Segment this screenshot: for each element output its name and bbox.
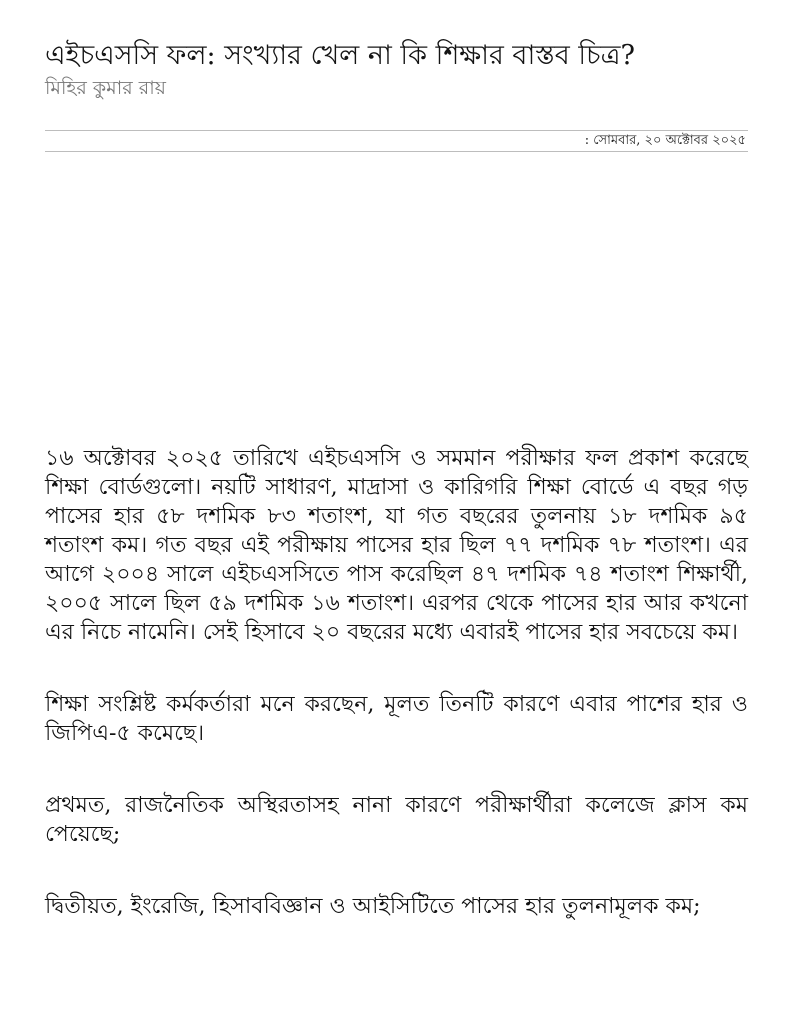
article-image-placeholder [45,152,748,444]
article-paragraph: প্রথমত, রাজনৈতিক অস্থিরতাসহ নানা কারণে পরীক্ষার্থীরা কলেজে ক্লাস কম পেয়েছে; [45,793,748,847]
article-paragraph: শিক্ষা সংশ্লিষ্ট কর্মকর্তারা মনে করছেন, মূলত তিনটি কারণে এবার পাশের হার ও জিপিএ-৫ কমেছে। [45,692,748,746]
article [45,38,748,921]
article-title: এইচএসসি ফল: সংখ্যার খেল না কি শিক্ষার বাস্তব চিত্র? [45,40,635,71]
article-author[interactable]: মিহির কুমার রায় [45,77,166,99]
article-paragraph: দ্বিতীয়ত, ইংরেজি, হিসাববিজ্ঞান ও আইসিটিতে পাসের হার তুলনামূলক কম; [45,894,701,919]
article-meta-bar [45,130,748,152]
publish-date: : সোমবার, ২০ অক্টোবর ২০২৫ [584,132,746,148]
article-paragraph: ১৬ অক্টোবর ২০২৫ তারিখে এইচএসসি ও সমমান পরীক্ষার ফল প্রকাশ করেছে শিক্ষা বোর্ডগুলো। নয়টি সাধারণ, মাদ্রাসা ও কারিগরি শিক্ষা বোর্ডে এ বছর গড় পাসের হার ৫৮ দশমিক ৮৩ শতাংশ, যা গত বছরের তুলনায় ১৮ দশমিক ৯৫ শতাংশ কম। গত বছর এই পরীক্ষায় পাসের হার ছিল ৭৭ দশমিক ৭৮ শতাংশ। এর আগে ২০০৪ সালে এইচএসসিতে পাস করেছিল ৪৭ দশমিক ৭৪ শতাংশ শিক্ষার্থী, ২০০৫ সালে ছিল ৫৯ দশমিক ১৬ শতাংশ। এরপর থেকে পাসের হার আর কখনো এর নিচে নামেনি। সেই হিসাবে ২০ বছরের মধ্যে এবারই পাসের হার সবচেয়ে কম। [45,446,748,645]
article-body [45,444,748,921]
